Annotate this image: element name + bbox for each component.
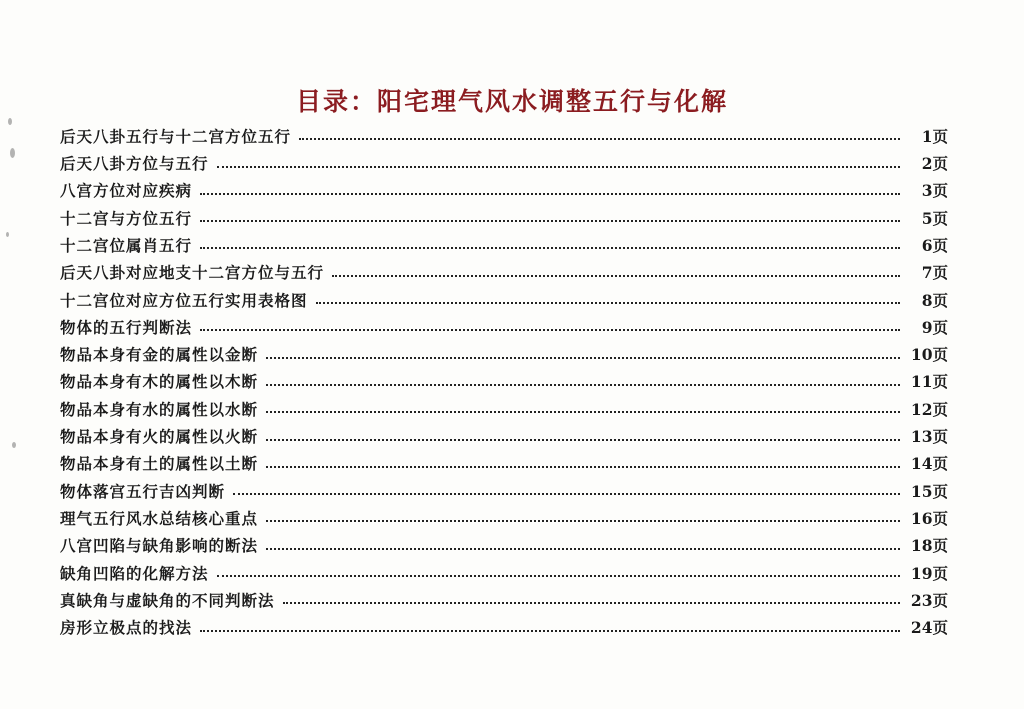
toc-entry[interactable] bbox=[60, 335, 948, 365]
toc-entry-text: 真缺角与虚缺角的不同判断法 bbox=[60, 590, 275, 610]
scan-speck bbox=[10, 148, 15, 158]
toc-entry[interactable] bbox=[60, 472, 948, 499]
toc-page-number: 6页 bbox=[921, 235, 948, 255]
toc-page-number: 15页 bbox=[910, 481, 948, 501]
toc-entry[interactable] bbox=[60, 417, 948, 447]
toc-entry-text: 物品本身有土的属性以土断 bbox=[60, 454, 259, 474]
toc-page-number: 3页 bbox=[921, 181, 948, 201]
dot-leader bbox=[266, 548, 900, 550]
toc-title: 目录：阳宅理气风水调整五行与化解 bbox=[295, 87, 728, 116]
toc-entry[interactable] bbox=[60, 308, 948, 335]
toc-entry[interactable] bbox=[60, 144, 948, 174]
scan-speck bbox=[12, 442, 16, 448]
dot-leader bbox=[200, 247, 900, 249]
toc-entry-text: 理气五行风水总结核心重点 bbox=[60, 508, 259, 528]
toc-entry-text: 八宫方位对应疾病 bbox=[60, 181, 193, 201]
toc-entry[interactable] bbox=[60, 281, 948, 308]
toc-page-number: 5页 bbox=[921, 208, 948, 228]
toc-page-number: 18页 bbox=[910, 536, 948, 556]
dot-leader bbox=[200, 193, 900, 195]
toc-entry[interactable] bbox=[60, 526, 948, 556]
toc-entry-text: 物体的五行判断法 bbox=[60, 317, 193, 337]
toc-page-number: 11页 bbox=[910, 372, 948, 392]
toc-entry[interactable] bbox=[60, 554, 948, 581]
toc-page-number: 8页 bbox=[921, 290, 948, 310]
dot-leader bbox=[266, 357, 900, 359]
toc-page-number: 14页 bbox=[910, 454, 948, 474]
dot-leader bbox=[266, 384, 900, 386]
toc-entry[interactable] bbox=[60, 581, 948, 608]
dot-leader bbox=[283, 602, 900, 604]
toc-entry-text: 后天八卦五行与十二宫方位五行 bbox=[60, 126, 292, 146]
dot-leader bbox=[266, 439, 900, 441]
toc-entry-text: 十二宫与方位五行 bbox=[60, 208, 193, 228]
toc-entry-text: 物品本身有水的属性以水断 bbox=[60, 399, 259, 419]
toc-page-number: 23页 bbox=[910, 590, 948, 610]
toc-entry-text: 物品本身有火的属性以火断 bbox=[60, 427, 259, 447]
dot-leader bbox=[266, 411, 900, 413]
toc-entry-text: 后天八卦方位与五行 bbox=[60, 154, 209, 174]
dot-leader bbox=[266, 520, 900, 522]
toc-entry[interactable] bbox=[60, 253, 948, 283]
toc-page-number: 7页 bbox=[921, 263, 948, 283]
toc-entry-text: 房形立极点的找法 bbox=[60, 618, 193, 638]
toc-entry[interactable] bbox=[60, 117, 948, 144]
toc-page-number: 1页 bbox=[921, 126, 948, 146]
toc-page-number: 16页 bbox=[910, 508, 948, 528]
dot-leader bbox=[217, 575, 900, 577]
dot-leader bbox=[316, 302, 900, 304]
scan-speck bbox=[8, 118, 12, 125]
toc-page-number: 12页 bbox=[910, 399, 948, 419]
toc-page-number: 2页 bbox=[921, 154, 948, 174]
scan-speck bbox=[6, 232, 9, 237]
toc-entry[interactable] bbox=[60, 390, 948, 417]
toc-entry-text: 后天八卦对应地支十二宫方位与五行 bbox=[60, 263, 325, 283]
dot-leader bbox=[233, 493, 900, 495]
toc-entry-text: 物品本身有木的属性以木断 bbox=[60, 372, 259, 392]
dot-leader bbox=[200, 220, 900, 222]
dot-leader bbox=[200, 630, 900, 632]
toc-entry-text: 十二宫位属肖五行 bbox=[60, 235, 193, 255]
toc-entry[interactable] bbox=[60, 199, 948, 226]
toc-entry[interactable] bbox=[60, 608, 948, 638]
toc-page-number: 9页 bbox=[921, 317, 948, 337]
toc-entry[interactable] bbox=[60, 226, 948, 253]
toc-entry-text: 物品本身有金的属性以金断 bbox=[60, 345, 259, 365]
toc-page-number: 10页 bbox=[910, 345, 948, 365]
dot-leader bbox=[332, 275, 900, 277]
table-of-contents bbox=[60, 117, 948, 636]
toc-entry[interactable] bbox=[60, 445, 948, 472]
toc-entry-text: 八宫凹陷与缺角影响的断法 bbox=[60, 536, 259, 556]
dot-leader bbox=[266, 466, 900, 468]
toc-entry[interactable] bbox=[60, 499, 948, 526]
toc-page-number: 24页 bbox=[910, 618, 948, 638]
toc-entry[interactable] bbox=[60, 172, 948, 199]
dot-leader bbox=[299, 138, 900, 140]
toc-page-number: 19页 bbox=[910, 563, 948, 583]
toc-entry-text: 十二宫位对应方位五行实用表格图 bbox=[60, 290, 308, 310]
dot-leader bbox=[200, 329, 900, 331]
toc-entry[interactable] bbox=[60, 363, 948, 390]
toc-entry-text: 物体落宫五行吉凶判断 bbox=[60, 481, 226, 501]
toc-entry-text: 缺角凹陷的化解方法 bbox=[60, 563, 209, 583]
toc-page-number: 13页 bbox=[910, 427, 948, 447]
dot-leader bbox=[217, 166, 900, 168]
